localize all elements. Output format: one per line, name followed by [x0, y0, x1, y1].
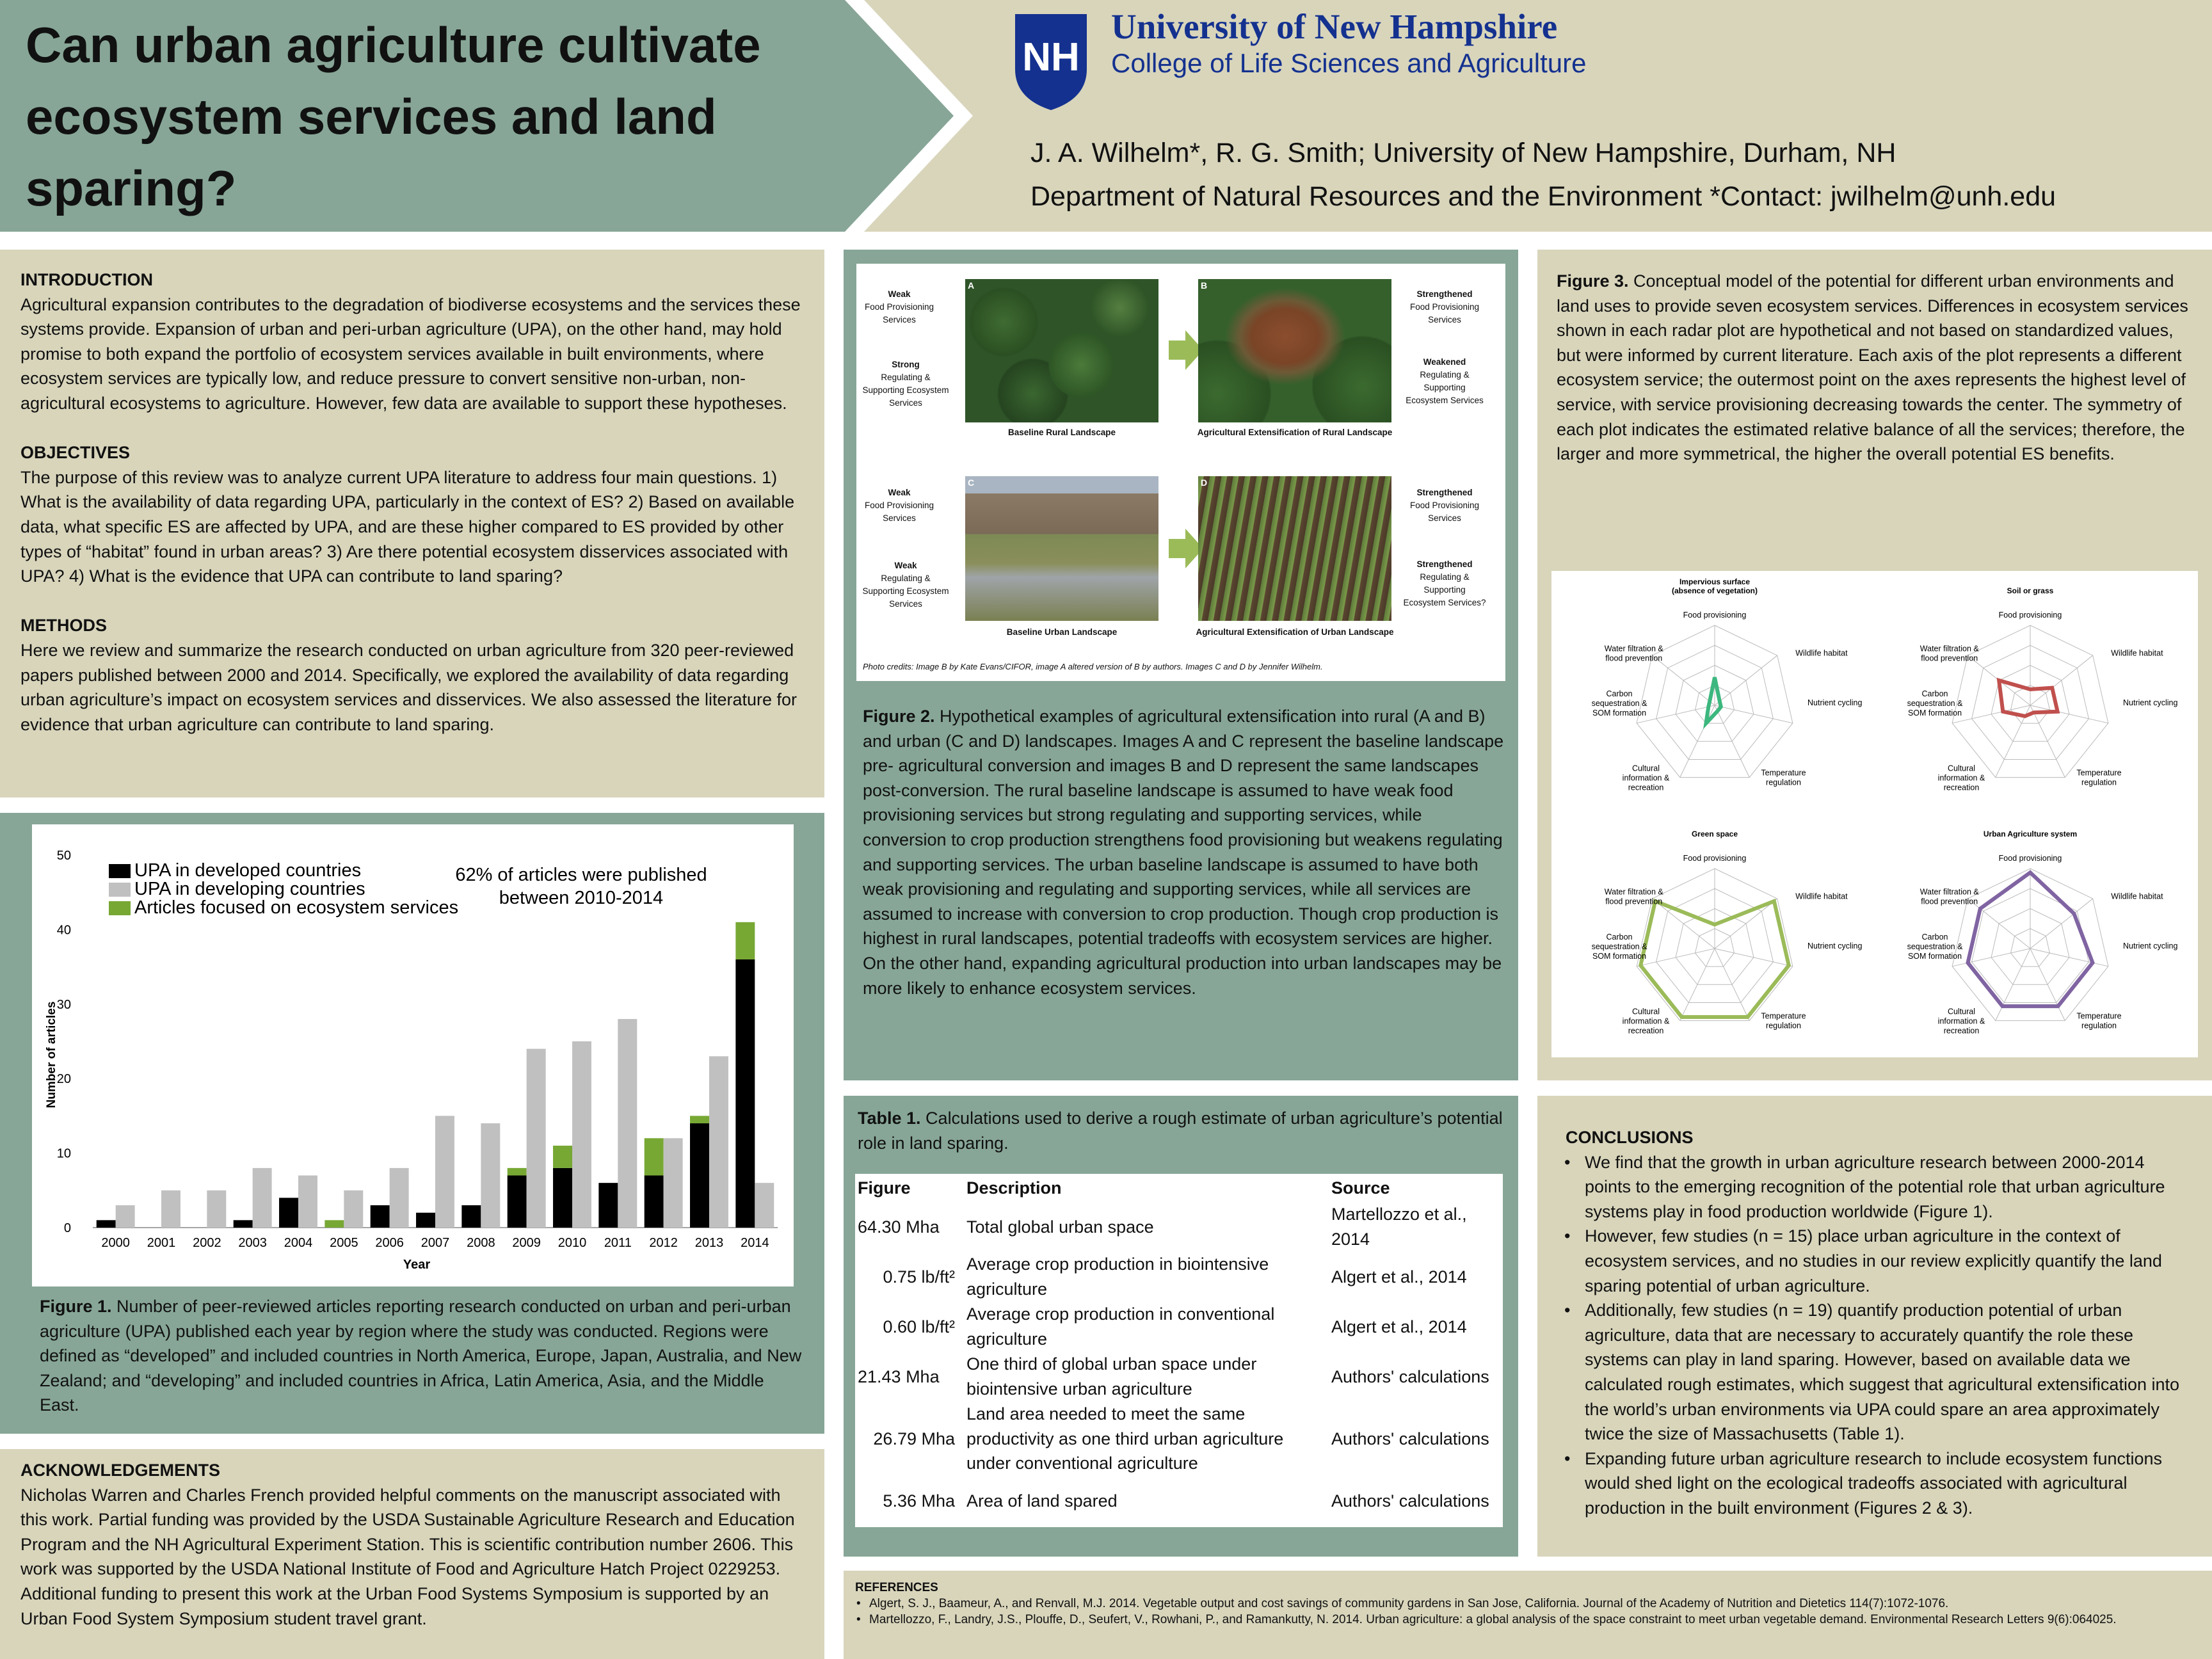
radar-plot-1 [1907, 586, 2178, 792]
radar-title: Soil or grass [2007, 586, 2054, 595]
bar-developing-2010 [572, 1041, 591, 1228]
x-tick-label: 2009 [512, 1236, 541, 1250]
radar-axis-label: Temperature [1761, 768, 1806, 778]
radar-axis [1715, 705, 1793, 723]
radar-axis [1637, 705, 1715, 723]
conclusions-heading: CONCLUSIONS [1566, 1128, 1694, 1147]
conclusion-item: • However, few studies (n = 15) place urban agriculture in the context of ecosystem services, and no studies in our review explicitly quantify the land sparing potential of urban agriculture. [1560, 1224, 2186, 1298]
x-tick-label: 2000 [101, 1236, 130, 1250]
legend-developed: UPA in developed countries [134, 860, 362, 881]
x-tick-label: 2006 [375, 1236, 404, 1250]
table-row [858, 1402, 1500, 1476]
table1-header-row [858, 1174, 1500, 1202]
title-line-3: sparing? [26, 160, 237, 216]
title-line-2: ecosystem services and land [26, 88, 717, 145]
table-cell-source: Authors' calculations [1331, 1491, 1489, 1511]
chart-ylabel: Number of articles [45, 1001, 58, 1109]
radar-plot-0 [1592, 577, 1863, 792]
table1-caption-text: Calculations used to derive a rough estimate of urban agriculture’s potential role in land sparing. [858, 1109, 1503, 1153]
table-cell-description: Average crop production in biointensive agriculture [966, 1254, 1269, 1299]
intro-heading: INTRODUCTION [20, 270, 153, 289]
radar-axis-label: Carbon [1606, 933, 1633, 942]
radar-axis-label: information & [1937, 773, 1985, 783]
ack-heading: ACKNOWLEDGEMENTS [20, 1461, 220, 1480]
title-line-1: Can urban agriculture cultivate [26, 17, 761, 73]
radar-axis [2030, 949, 2108, 966]
bar-developing-2002 [207, 1190, 226, 1228]
photo-D-letter: D [1201, 477, 1208, 488]
intro-text: Agricultural expansion contributes to the degradation of biodiverse ecosystems and the services these systems provide. Expansion of urban and peri-urban agriculture (UPA), on the other hand, may hold promise to both expand the portfolio of ecosystem services available in built environments, where ecosystem services are typically low, and reduce pressure to convert sensitive non-urban, non-agricultural ecosystems to agriculture. However, few data are available to support these hypotheses. [20, 294, 801, 413]
university-name: University of New Hampshire [1111, 7, 1558, 46]
table-cell-source: Authors' calculations [1331, 1366, 1489, 1386]
radar-axis-label: Cultural [1631, 1007, 1660, 1016]
y-tick-label: 50 [56, 849, 71, 863]
table-cell-source: Martellozzo et al., 2014 [1331, 1205, 1467, 1249]
photo-B-letter: B [1201, 280, 1208, 291]
table-cell-description: Land area needed to meet the same productivity as one third urban agriculture under conventional agriculture [966, 1404, 1284, 1473]
y-tick-label: 10 [56, 1146, 71, 1161]
bar-developing-2000 [116, 1205, 135, 1228]
bar-developing-2008 [481, 1123, 500, 1228]
table-row [858, 1352, 1500, 1402]
conclusion-item: • We find that the growth in urban agriculture research between 2000-2014 points to the emerging recognition of the potential role that urban agriculture systems play in food production worldwide (Figure 1). [1560, 1150, 2186, 1224]
bar-developed-2009 [508, 1176, 527, 1228]
x-tick-label: 2010 [557, 1236, 587, 1250]
panelD-label-regulating: Strengthened Regulating & Supporting Ecosystem Services? [1403, 559, 1486, 607]
bar-es-2014 [735, 922, 755, 959]
bar-developed-2011 [598, 1183, 618, 1228]
panelA-label-food: Weak Food Provisioning Services [864, 289, 934, 325]
x-tick-label: 2002 [193, 1236, 221, 1250]
radar-axis [1652, 899, 1715, 949]
chart-xlabel: Year [403, 1258, 431, 1272]
figure3-label: Figure 3. [1557, 271, 1629, 291]
radar-axis-label: regulation [2081, 1021, 2117, 1030]
table-cell-figure: 21.43 Mha [858, 1366, 940, 1386]
radar-axis-label: sequestration & [1591, 699, 1647, 708]
radar-axis-label: Water filtration & [1604, 644, 1663, 653]
table1-label: Table 1. [858, 1109, 921, 1128]
radar-axis-label: flood prevention [1605, 897, 1663, 906]
radar-axis [1952, 949, 2030, 966]
panelB-label-regulating: Weakened Regulating & Supporting Ecosystem Services [1406, 357, 1484, 405]
radar-axis-label: Carbon [1921, 689, 1948, 698]
radar-axis [1715, 899, 1777, 949]
table-row [858, 1476, 1500, 1526]
radar-title: Green space [1691, 830, 1738, 838]
table1-header-figure: Figure [858, 1178, 911, 1198]
references-heading: REFERENCES [855, 1581, 938, 1594]
y-tick-label: 20 [56, 1072, 71, 1087]
conclusions-list [1560, 1150, 2186, 1521]
radar-axis-label: flood prevention [1921, 653, 1978, 663]
radar-axis-label: Wildlife habitat [2111, 648, 2163, 658]
legend-developing: UPA in developing countries [134, 879, 365, 899]
radar-axis-label: Cultural [1947, 1007, 1976, 1016]
radar-axis-label: Temperature [2076, 1011, 2122, 1021]
bar-developed-2013 [690, 1123, 709, 1228]
radar-axis-label: information & [1622, 773, 1670, 783]
radar-axis-label: Nutrient cycling [2123, 698, 2178, 707]
photo-B-rural-clearing [1198, 279, 1391, 422]
x-tick-label: 2003 [238, 1236, 267, 1250]
ack-text: Nicholas Warren and Charles French provided helpful comments on the manuscript associated with this work. Partial funding was provided by the USDA Sustainable Agriculture Research and Education Program and the NH Agricultural Experiment Station. This is scientific contribution number 2606. This work was supported by the USDA National Institute of Food and Agriculture Hatch Project 0229253. Additional funding to present this work at the Urban Food Systems Symposium is supported by an Urban Food System Symposium student travel grant. [20, 1485, 795, 1628]
radar-axis-label: Water filtration & [1919, 644, 1979, 653]
table-cell-source: Authors' calculations [1331, 1429, 1489, 1448]
x-tick-label: 2008 [467, 1236, 495, 1250]
intro-panel [0, 250, 824, 797]
bar-developing-2011 [618, 1019, 637, 1228]
x-tick-label: 2012 [649, 1236, 678, 1250]
bar-es-2005 [325, 1220, 344, 1228]
radar-axis-label: Wildlife habitat [2111, 892, 2163, 901]
radar-axis-label: Cultural [1947, 764, 1976, 773]
bar-developing-2012 [664, 1138, 683, 1228]
radar-axis-label: sequestration & [1907, 942, 1963, 951]
photo-credits: Photo credits: Image B by Kate Evans/CIFOR, image A altered version of B by authors. Images C and D by Jennifer Wilhelm. [863, 662, 1323, 671]
radar-axis-label: Cultural [1631, 764, 1660, 773]
figure2-caption [863, 704, 1505, 1000]
objectives-text: The purpose of this review was to analyze current UPA literature to address four main questions. 1) What is the availability of data regarding UPA, particularly in the context of ES? 2) Based on available data, what specific ES are affected by UPA, and are these higher compared to ES provided by other types of “habitat” found in urban areas? 3) Are there potential ecosystem disservices associated with UPA? 4) What is the evidence that UPA can contribute to land sparing? [20, 467, 795, 586]
photo-A-rural-forest [965, 279, 1158, 422]
radar-axis-label: Food provisioning [1998, 854, 2062, 863]
bar-developed-2014 [735, 959, 755, 1228]
bar-es-2009 [508, 1168, 527, 1176]
bar-developing-2004 [298, 1176, 317, 1228]
x-tick-label: 2013 [694, 1236, 724, 1250]
radar-plot-3 [1907, 830, 2178, 1035]
radar-axis-label: information & [1622, 1016, 1670, 1026]
radar-axis-label: flood prevention [1921, 897, 1978, 906]
unh-shield-logo [1013, 12, 1089, 113]
radar-title: Urban Agriculture system [1983, 830, 2078, 838]
photo-A-caption: Baseline Rural Landscape [1007, 428, 1116, 437]
objectives-heading: OBJECTIVES [20, 443, 131, 463]
radar-series-0 [1706, 677, 1720, 723]
logo-text: NH [1022, 35, 1080, 79]
bar-developed-2003 [234, 1220, 253, 1228]
radar-series-1 [1999, 680, 2058, 716]
radar-axis-label: Food provisioning [1683, 854, 1747, 863]
radar-axis-label: recreation [1628, 783, 1664, 792]
figure3-caption [1557, 269, 2197, 467]
radar-axis-label: Carbon [1606, 689, 1633, 698]
bar-developing-2001 [161, 1190, 180, 1228]
figure3-caption-text: Conceptual model of the potential for different urban environments and land uses to provide seven ecosystem services. Differences in ecosystem services shown in each radar plot are hypothetical and not based on standardized values, but were informed by current literature. Each axis of the plot represents a different ecosystem service; the outermost point on the axes represents the highest level of service, with service provisioning decreasing towards the center. The symmetry of each plot indicates the estimated relative balance of all the services; therefore, the larger and more symmetrical, the higher the overall potential ES benefits. [1557, 271, 2188, 464]
radar-axis-label: recreation [1943, 783, 1980, 792]
radar-title: (absence of vegetation) [1671, 586, 1758, 595]
radar-axis-label: SOM formation [1592, 709, 1647, 717]
poster-title [26, 9, 858, 224]
table-cell-figure: 0.75 lb/ft² [883, 1267, 955, 1286]
radar-axis-label: sequestration & [1591, 942, 1647, 951]
conclusions-panel [1537, 1096, 2212, 1557]
college-name: College of Life Sciences and Agriculture [1111, 48, 1587, 78]
photo-C-urban-yard [965, 476, 1158, 621]
ack-panel [0, 1449, 824, 1659]
table1-caption [858, 1106, 1504, 1155]
legend-swatch-developed [109, 864, 131, 878]
radar-axis-label: SOM formation [1907, 952, 1962, 961]
table-cell-source: Algert et al., 2014 [1331, 1267, 1467, 1286]
y-tick-label: 0 [63, 1221, 71, 1235]
radar-figure [1551, 571, 2198, 1057]
table-cell-figure: 26.79 Mha [873, 1429, 955, 1448]
methods-text: Here we review and summarize the research conducted on urban agriculture from 320 peer-reviewed papers published between 2000 and 2014. Specifically, we explored the availability of data regarding urban agriculture’s impact on ecosystem services and disservices. We also assessed the literature for evidence that urban agriculture can contribute to land sparing. [20, 640, 797, 734]
radar-axis-label: Temperature [2076, 768, 2122, 778]
reference-item: Algert, S. J., Baameur, A., and Renvall, M.J. 2014. Vegetable output and cost savings of community gardens in San Jose, California. Journal of the Academy of Nutrition and Dietetics 114(7):1072-1076. [869, 1597, 1949, 1610]
radar-axis-label: Water filtration & [1919, 887, 1979, 897]
table-cell-source: Algert et al., 2014 [1331, 1317, 1467, 1336]
chart-annotation-line2: between 2010-2014 [499, 888, 664, 908]
photo-B-caption: Agricultural Extensification of Rural Landscape [1197, 428, 1393, 437]
radar-plot-2 [1592, 830, 1863, 1035]
radar-axis-label: recreation [1628, 1026, 1664, 1036]
radar-axis [2030, 655, 2093, 705]
table-cell-description: Average crop production in conventional agriculture [966, 1304, 1275, 1349]
authors: J. A. Wilhelm*, R. G. Smith; University of New Hampshire, Durham, NH [1030, 138, 1896, 168]
radar-axis [1715, 949, 1793, 966]
radar-axis-label: regulation [1766, 1021, 1801, 1030]
chart-annotation-line1: 62% of articles were published [455, 865, 707, 885]
table1-box [855, 1174, 1503, 1527]
bar-developed-2004 [279, 1198, 298, 1228]
panelD-label-food: Strengthened Food Provisioning Services [1409, 488, 1480, 523]
legend-es: Articles focused on ecosystem services [134, 897, 459, 918]
figure1-caption [40, 1294, 808, 1418]
bar-es-2013 [690, 1116, 709, 1123]
radar-axis [2030, 705, 2108, 723]
radar-axis [1637, 949, 1715, 966]
table-cell-description: One third of global urban space under biointensive urban agriculture [966, 1354, 1257, 1399]
legend-swatch-developing [109, 883, 131, 897]
radar-axis-label: Carbon [1921, 933, 1948, 942]
photo-D-caption: Agricultural Extensification of Urban Landscape [1196, 627, 1394, 637]
bar-es-2010 [553, 1146, 572, 1168]
bar-developing-2013 [709, 1056, 728, 1228]
table1-header-description: Description [966, 1178, 1062, 1198]
panelC-label-food: Weak Food Provisioning Services [864, 488, 934, 523]
x-tick-label: 2011 [604, 1236, 632, 1250]
radar-axis-label: Wildlife habitat [1795, 648, 1848, 658]
radar-title: Impervious surface [1679, 577, 1751, 586]
photo-D-urban-garden [1198, 476, 1391, 621]
x-tick-label: 2014 [741, 1236, 769, 1250]
table-cell-description: Total global urban space [966, 1217, 1154, 1237]
radar-axis-label: information & [1937, 1016, 1985, 1026]
table-row [858, 1302, 1500, 1352]
bar-developing-2009 [527, 1049, 546, 1228]
radar-axis-label: Nutrient cycling [1807, 698, 1863, 707]
bar-developed-2007 [416, 1213, 435, 1228]
panelC-label-regulating: Weak Regulating & Supporting Ecosystem Services [862, 561, 949, 609]
table1 [858, 1174, 1500, 1526]
conclusion-item: • Additionally, few studies (n = 19) quantify production potential of urban agriculture, data that are necessary to accurately quantify the role these systems can play in land sparing. However, based on available data we calculated rough estimates, which suggest that agricultural extensification into the world’s urban environments via UPA could spare an area approximately twice the size of Massachusetts (Table 1). [1560, 1298, 2186, 1447]
department: Department of Natural Resources and the Environment *Contact: jwilhelm@unh.edu [1030, 181, 2056, 212]
conclusion-item: • Expanding future urban agriculture research to include ecosystem functions would shed light on the ecological tradeoffs associated with agricultural production in the built environment (Figures 2 & 3). [1560, 1447, 2186, 1521]
table1-header-source: Source [1331, 1178, 1390, 1198]
bar-developing-2006 [390, 1168, 409, 1228]
panelA-label-regulating: Strong Regulating & Supporting Ecosystem Services [862, 360, 949, 408]
radar-axis-label: sequestration & [1907, 699, 1963, 708]
figure2-caption-text: Hypothetical examples of agricultural extensification into rural (A and B) and urban (C and D) landscapes. Images A and C represent the baseline landscape pre- agricultural conversion and images B and D represent the same landscapes post-conversion. The rural baseline landscape is assumed to have weak food provisioning services but strong regulating and supporting services, while conversion to crop production strengthens food provisioning but weakens regulating and supporting services. The urban baseline landscape is assumed to have both weak provisioning and regulating and supporting services, while all services are assumed to increase with conversion to crop production. Though crop production is highest in rural landscapes, potential tradeoffs with ecosystem services are higher. On the other hand, expanding agricultural production into urban landscapes may be more likely to enhance ecosystem services. [863, 707, 1504, 998]
figure1-caption-text: Number of peer-reviewed articles reporting research conducted on urban and peri-urban agriculture (UPA) published each year by region where the study was conducted. Regions were defined as “developed” and included countries in North America, Europe, Japan, Australia, and New Zealand; and “developing” and included countries in Africa, Latin America, Asia, and the Middle East. [40, 1297, 802, 1415]
radar-axis-label: Nutrient cycling [2123, 942, 2178, 950]
radar-axis-label: SOM formation [1592, 952, 1647, 961]
table-row [858, 1202, 1500, 1252]
bar-developed-2000 [97, 1220, 116, 1228]
y-tick-label: 30 [56, 997, 71, 1012]
radar-axis [1652, 655, 1715, 705]
x-tick-label: 2004 [284, 1236, 313, 1250]
table-row [858, 1252, 1500, 1302]
table-cell-figure: 5.36 Mha [883, 1491, 955, 1511]
bar-developing-2003 [253, 1168, 272, 1228]
radar-axis-label: Temperature [1761, 1011, 1806, 1021]
figure1-chart [32, 824, 794, 1286]
radar-axis-label: flood prevention [1605, 653, 1663, 663]
radar-axis-label: regulation [2081, 778, 2117, 787]
references-panel: REFERENCES • Algert, S. J., Baameur, A., and Renvall, M.J. 2014. Vegetable output and cost savings of community gardens in San Jose, California. Journal of the Academy of Nutrition and Dietetics 114(7):1072-1076. • Martellozzo, F., Landry, J.S., Plouffe, D., Seufert, V., Rowhani, P., and Ramankutty, N. 2014. Urban agriculture: a global analysis of the space constraint to meet urban vegetable demand. Environmental Research Letters 9(6):064025. [844, 1571, 2212, 1659]
radar-axis-label: Nutrient cycling [1807, 942, 1863, 950]
photo-C-letter: C [968, 477, 975, 488]
reference-item: Martellozzo, F., Landry, J.S., Plouffe, D., Seufert, V., Rowhani, P., and Ramankutty, N. 2014. Urban agriculture: a global analysis of the space constraint to meet urban vegetable demand. Environmental Research Letters 9(6):064025. [869, 1613, 2117, 1626]
photo-A-letter: A [968, 280, 975, 291]
radar-axis-label: SOM formation [1907, 709, 1962, 717]
figure1-label: Figure 1. [40, 1297, 112, 1316]
legend-swatch-es [109, 901, 131, 915]
table-cell-description: Area of land spared [966, 1491, 1118, 1511]
radar-axis [1715, 655, 1777, 705]
table-cell-figure: 64.30 Mha [858, 1217, 940, 1237]
x-tick-label: 2001 [147, 1236, 176, 1250]
x-tick-label: 2007 [421, 1236, 450, 1250]
radar-axis-label: Wildlife habitat [1795, 892, 1848, 901]
bar-developing-2005 [344, 1190, 363, 1228]
bar-developed-2012 [645, 1176, 664, 1228]
y-tick-label: 40 [56, 923, 71, 938]
panelB-label-food: Strengthened Food Provisioning Services [1409, 289, 1480, 325]
table-cell-figure: 0.60 lb/ft² [883, 1317, 955, 1336]
radar-axis-label: regulation [1766, 778, 1801, 787]
bar-developed-2010 [553, 1168, 572, 1228]
radar-axis-label: Water filtration & [1604, 887, 1663, 897]
bar-developing-2014 [755, 1183, 774, 1228]
bar-developing-2007 [435, 1116, 454, 1228]
methods-heading: METHODS [20, 616, 107, 636]
bar-developed-2006 [371, 1205, 390, 1228]
bar-developed-2008 [461, 1205, 481, 1228]
photo-C-caption: Baseline Urban Landscape [1006, 627, 1118, 637]
figure2-label: Figure 2. [863, 707, 935, 726]
bar-es-2012 [645, 1138, 664, 1175]
radar-axis-label: recreation [1943, 1026, 1980, 1036]
chart-legend [109, 860, 458, 918]
radar-axis-label: Food provisioning [1683, 611, 1747, 620]
radar-axis-label: Food provisioning [1998, 611, 2062, 620]
x-tick-label: 2005 [330, 1236, 358, 1250]
